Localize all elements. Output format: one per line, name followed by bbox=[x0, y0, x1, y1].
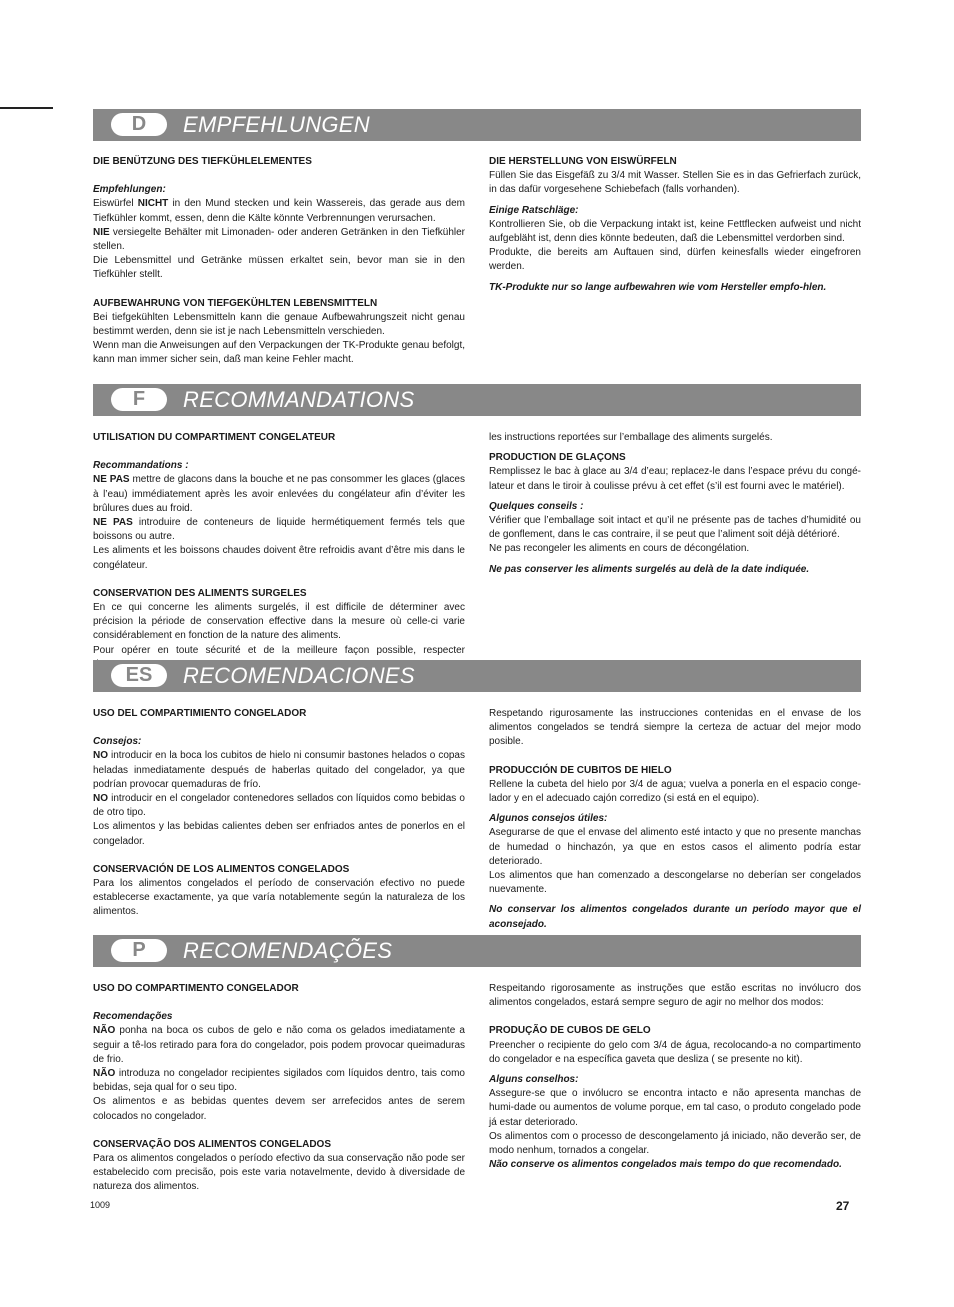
section-header-es bbox=[93, 660, 861, 692]
heading: UTILISATION DU COMPARTIMENT CONGELATEUR bbox=[93, 432, 336, 443]
paragraph: NÃO introduza no congelador recipientes sigilados com líquidos dentro, tais como bebidas, seja qual for o seu tipo. bbox=[93, 1068, 465, 1094]
column-pt-left bbox=[93, 982, 465, 1195]
subheading: Alguns conselhos: bbox=[489, 1074, 579, 1086]
section-header-pt bbox=[93, 935, 861, 967]
subheading: Algunos consejos útiles: bbox=[489, 813, 608, 825]
paragraph: Pour opérer en toute sécurité et de la meilleure façon possible, respecter bbox=[93, 644, 465, 656]
subheading: Einige Ratschläge: bbox=[489, 204, 579, 216]
heading: CONSERVACIÓN DE LOS ALIMENTOS CONGELADOS bbox=[93, 863, 350, 875]
paragraph: Eiswürfel NICHT in den Mund stecken und kein Wassereis, das gerade aus dem Tiefkühler kommt, essen, denn die Kälte könnte Verbrennungen verursachen. bbox=[93, 198, 465, 224]
paragraph: Los alimentos y las bebidas calientes deben ser enfriados antes de ponerlos en el congelador. bbox=[93, 821, 465, 847]
heading: CONSERVAÇÃO DOS ALIMENTOS CONGELADOS bbox=[93, 1138, 331, 1150]
paragraph: Preencher o recipiente do gelo com 3/4 de água, recolocando-a no compartimento do congelador e na específica gaveta que desliza ( se presente no kit). bbox=[489, 1039, 861, 1065]
language-badge-es: ES bbox=[111, 664, 167, 687]
paragraph: Ne pas recongeler les aliments en cours de décongélation. bbox=[489, 543, 750, 555]
column-pt-right bbox=[489, 982, 861, 1172]
paragraph: Respeitando rigorosamente as instruções que estão escritas no invólucro dos alimentos congelados, estará sempre seguro de agir no melhor dos modos: bbox=[489, 983, 861, 1009]
paragraph: Remplissez le bac à glace au 3/4 d’eau; replacez-le dans l’espace prévu du congé-lateur et dans le tiroir à coulisse prévu à cet effet (s’il est fourni avec le matériel). bbox=[489, 466, 861, 492]
corner-rule bbox=[0, 107, 53, 109]
paragraph: Die Lebensmittel und Getränke müssen erkaltet sein, bevor man sie in den Tiefkühler stellt. bbox=[93, 255, 465, 281]
paragraph: NE PAS introduire de conteneurs de liquide hermétiquement fermés tels que boissons ou autre. bbox=[93, 517, 465, 543]
paragraph: Füllen Sie das Eisgefäß zu 3/4 mit Wasser. Stellen Sie es in das Gefrierfach zurück, in das dafür vorgesehene Schiebefach (falls vorhanden). bbox=[489, 170, 861, 196]
emphasis-note: Não conserve os alimentos congelados mais tempo do que recomendado. bbox=[489, 1159, 842, 1171]
paragraph: Bei tiefgekühlten Lebensmitteln kann die genaue Aufbewahrungszeit nicht genau bestimmt werden, denn sie ist je nach Lebensmitteln verschieden. bbox=[93, 311, 465, 338]
section-header-fr bbox=[93, 384, 861, 416]
paragraph: NO introducir en la boca los cubitos de hielo ni consumir bastones helados o copas heladas inmediatamente después de haberlas quitado del congelador, ya que podrían provocar quemaduras de frío. bbox=[93, 750, 465, 790]
page-number: 27 bbox=[836, 1199, 850, 1213]
paragraph: En ce qui concerne les aliments surgelés, il est difficile de déterminer avec précision la période de conservation effective dans la mesure où celle-ci varie considérablement en fonction de la nature des aliments. bbox=[93, 602, 465, 642]
subheading: Empfehlungen: bbox=[93, 184, 166, 196]
heading: PRODUÇÃO DE CUBOS DE GELO bbox=[489, 1025, 651, 1037]
heading: DIE BENÜTZUNG DES TIEFKÜHLELEMENTES bbox=[93, 156, 312, 167]
paragraph: Asegurarse de que el envase del alimento esté intacto y que no presente manchas de humedad o hinchazón, ya que en estos casos el alimento podría estar deteriorado. bbox=[489, 827, 861, 867]
emphasis-note: TK-Produkte nur so lange aufbewahren wie vom Hersteller empfo-hlen. bbox=[489, 281, 827, 293]
paragraph: NIE versiegelte Behälter mit Limonaden- oder anderen Getränken in den Tiefkühler stellen. bbox=[93, 226, 465, 253]
language-badge-pt: P bbox=[111, 939, 167, 962]
section-title-pt: RECOMENDAÇÕES bbox=[183, 938, 393, 963]
heading: DIE HERSTELLUNG VON EISWÜRFELN bbox=[489, 156, 677, 167]
paragraph: NO introducir en el congelador contenedores sellados con líquidos como bebidas o de otro tipo. bbox=[93, 793, 465, 819]
section-title-de: EMPFEHLUNGEN bbox=[183, 112, 370, 137]
subheading: Consejos: bbox=[93, 736, 142, 748]
paragraph: Los alimentos que han comenzado a descongelarse no deberían ser congelados nuevamente. bbox=[489, 870, 861, 896]
paragraph: Kontrollieren Sie, ob die Verpackung intakt ist, keine Fettflecken aufweist und nicht aufgebläht ist, denn dies könnte bedeuten, daß die Lebensmittel verdorben sind. bbox=[489, 218, 861, 245]
paragraph: NÃO ponha na boca os cubos de gelo e não coma os gelados imediatamente a seguir a tê-los retirado para fora do congelador, pois podem provocar queimaduras de frio. bbox=[93, 1025, 465, 1065]
heading: PRODUCCIÓN DE CUBITOS DE HIELO bbox=[489, 764, 672, 776]
column-de-left bbox=[93, 155, 465, 368]
paragraph: Para os alimentos congelados o período efectivo da sua conservação não pode ser estabelecido com precisão, pois este varia notavelmente, devido à diversidade de natureza dos alimentos. bbox=[93, 1153, 465, 1193]
column-es-right bbox=[489, 707, 861, 932]
paragraph: Vérifier que l’emballage soit intact et qu’il ne présente pas de taches d’humidité ou de gonflement, dans le cas contraire, il se peut que l’aliment soit déjà détérioré. bbox=[489, 515, 861, 541]
paragraph: Rellene la cubeta del hielo por 3/4 de agua; vuelva a ponerla en el espacio conge-lador y en el adecuado cajón corredizo (si está en el equipo). bbox=[489, 778, 861, 805]
paragraph: Produkte, die bereits am Auftauen sind, dürfen keinesfalls wieder eingefroren werden. bbox=[489, 247, 861, 273]
heading: USO DO COMPARTIMENTO CONGELADOR bbox=[93, 983, 299, 994]
paragraph: Os alimentos e as bebidas quentes devem ser arrefecidos antes de serem colocados no congelador. bbox=[93, 1096, 465, 1122]
subheading: Recomendações bbox=[93, 1011, 173, 1023]
section-title-es: RECOMENDACIONES bbox=[183, 663, 415, 688]
paragraph: Respetando rigurosamente las instrucciones contenidas en el envase de los alimentos congelados se tendrá siempre la certeza de actuar del mejor modo posible. bbox=[489, 708, 861, 748]
column-fr-left bbox=[93, 431, 465, 672]
paragraph: Assegure-se que o invólucro se encontra intacto e não apresenta manchas de humi-dade ou aumentos de volume porque, em tal caso, o produto congelado pode já estar deteriorado. bbox=[489, 1088, 861, 1128]
paragraph: Wenn man die Anweisungen auf den Verpackungen der TK-Produkte genau befolgt, kann man immer sicher sein, daß man keine Fehler macht. bbox=[93, 340, 465, 366]
language-badge-fr: F bbox=[111, 388, 167, 411]
heading: USO DEL COMPARTIMIENTO CONGELADOR bbox=[93, 708, 307, 719]
subheading: Quelques conseils : bbox=[489, 500, 584, 512]
heading: AUFBEWAHRUNG VON TIEFGEKÜHLTEN LEBENSMITTELN bbox=[93, 297, 378, 309]
heading: CONSERVATION DES ALIMENTS SURGELES bbox=[93, 587, 307, 599]
paragraph: les instructions reportées sur l’emballage des aliments surgelés. bbox=[489, 432, 773, 443]
paragraph: Para los alimentos congelados el período de conservación efectivo no puede establecerse exactamente, ya que varía notablemente según la naturaleza de los alimentos. bbox=[93, 878, 465, 918]
column-de-right bbox=[489, 155, 861, 295]
emphasis-note: No conservar los alimentos congelados durante un período mayor que el aconsejado. bbox=[489, 904, 861, 930]
column-es-left bbox=[93, 707, 465, 920]
footer-code: 1009 bbox=[90, 1200, 111, 1210]
column-fr-right bbox=[489, 431, 861, 577]
language-badge-de: D bbox=[111, 113, 167, 136]
heading: PRODUCTION DE GLAÇONS bbox=[489, 452, 626, 464]
section-header-de bbox=[93, 109, 861, 141]
emphasis-note: Ne pas conserver les aliments surgelés au delà de la date indiquée. bbox=[489, 563, 810, 575]
subheading: Recommandations : bbox=[93, 460, 189, 472]
paragraph: NE PAS mettre de glacons dans la bouche et ne pas consommer les glaces (glaces à l’eau) immédiatement après les avoir enlevées du congélateur afin d’éviter les brûlures dues au froid. bbox=[93, 474, 465, 514]
paragraph: Os alimentos com o processo de descongelamento já iniciado, não deverão ser, de modo nenhum, tornados a congelar. bbox=[489, 1130, 861, 1157]
section-title-fr: RECOMMANDATIONS bbox=[183, 387, 415, 412]
paragraph: Les aliments et les boissons chaudes doivent être refroidis avant d’être mis dans le congélateur. bbox=[93, 545, 465, 571]
